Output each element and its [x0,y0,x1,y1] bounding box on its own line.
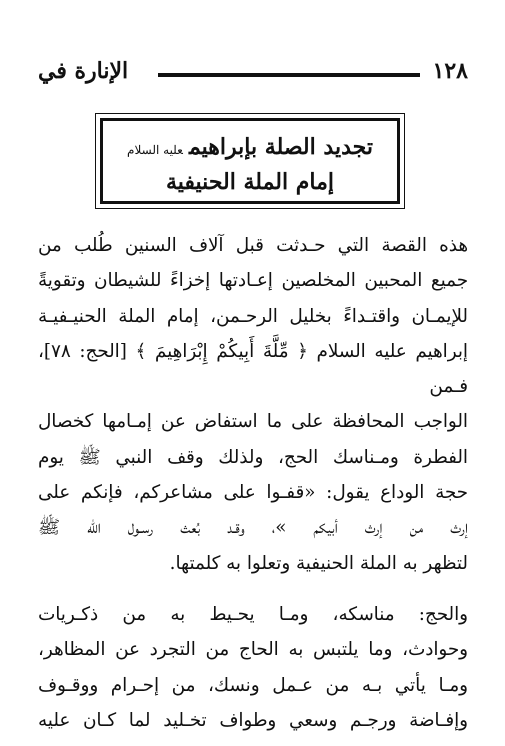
body-line: ومـا يأتي بـه من عـمل ونسك، من إحـرام ووقـوف [38,674,468,696]
body-line: والحج: مناسكه، ومـا يحـيط به من ذكـريات [38,603,468,625]
body-line: لتظهر به الملة الحنيفية وتعلوا به كلمتها. [169,552,468,574]
body-line: حجة الوداع يقول: «قفـوا على مشاعركم، فإنكم على [38,482,468,504]
running-title: الإنارة في [38,58,129,84]
body-line: للإيمـان واقتـداءً بخليل الرحـمن، إمام الملة الحنيـفيـة [38,305,468,327]
body-line: الفطرة ومـناسك الحج، ولذلك وقف النبي ﷺ يوم [38,446,468,468]
body-line: وإفـاضة ورجـم وسعي وطواف تخـليد لما كـان عليه [38,709,468,731]
chapter-title-text: تجديد الصلة بإبراهيم [188,134,373,160]
page-header [38,58,468,88]
body-text [38,228,468,738]
chapter-title-box [100,118,400,204]
body-line: إبراهيم عليه السلام ﴿ مِّلَّةَ أَبِيكُمْ إِبْرَاهِيمَ ﴾ [الحج: ٧٨]، فـمن [38,340,468,398]
body-line: الواجب المحافظة على ما استفاض عن إمـامها كخصال [38,411,468,433]
chapter-title-line2: إمام الملة الحنيفية [165,169,334,195]
page-number: ١٢٨ [432,58,468,84]
body-line: جميع المحبين المخلصين إعـادتها إخزاءً للشيطان وتقويةً [38,270,468,292]
body-line: هذه القصة التي حـدثت قبل آلاف السنين طُلب من [38,235,468,256]
header-rule [158,73,420,77]
body-line: وحوادث، وما يلتبس به الحاج من التجرد عن المظاهر، [38,639,468,661]
chapter-title-line1 [103,131,397,166]
honorific-mark: عليه السلام [127,143,183,157]
body-line: إرث من إرث أبيكم »، وقـد بُعث رسـول الله ﷺ [38,517,468,539]
